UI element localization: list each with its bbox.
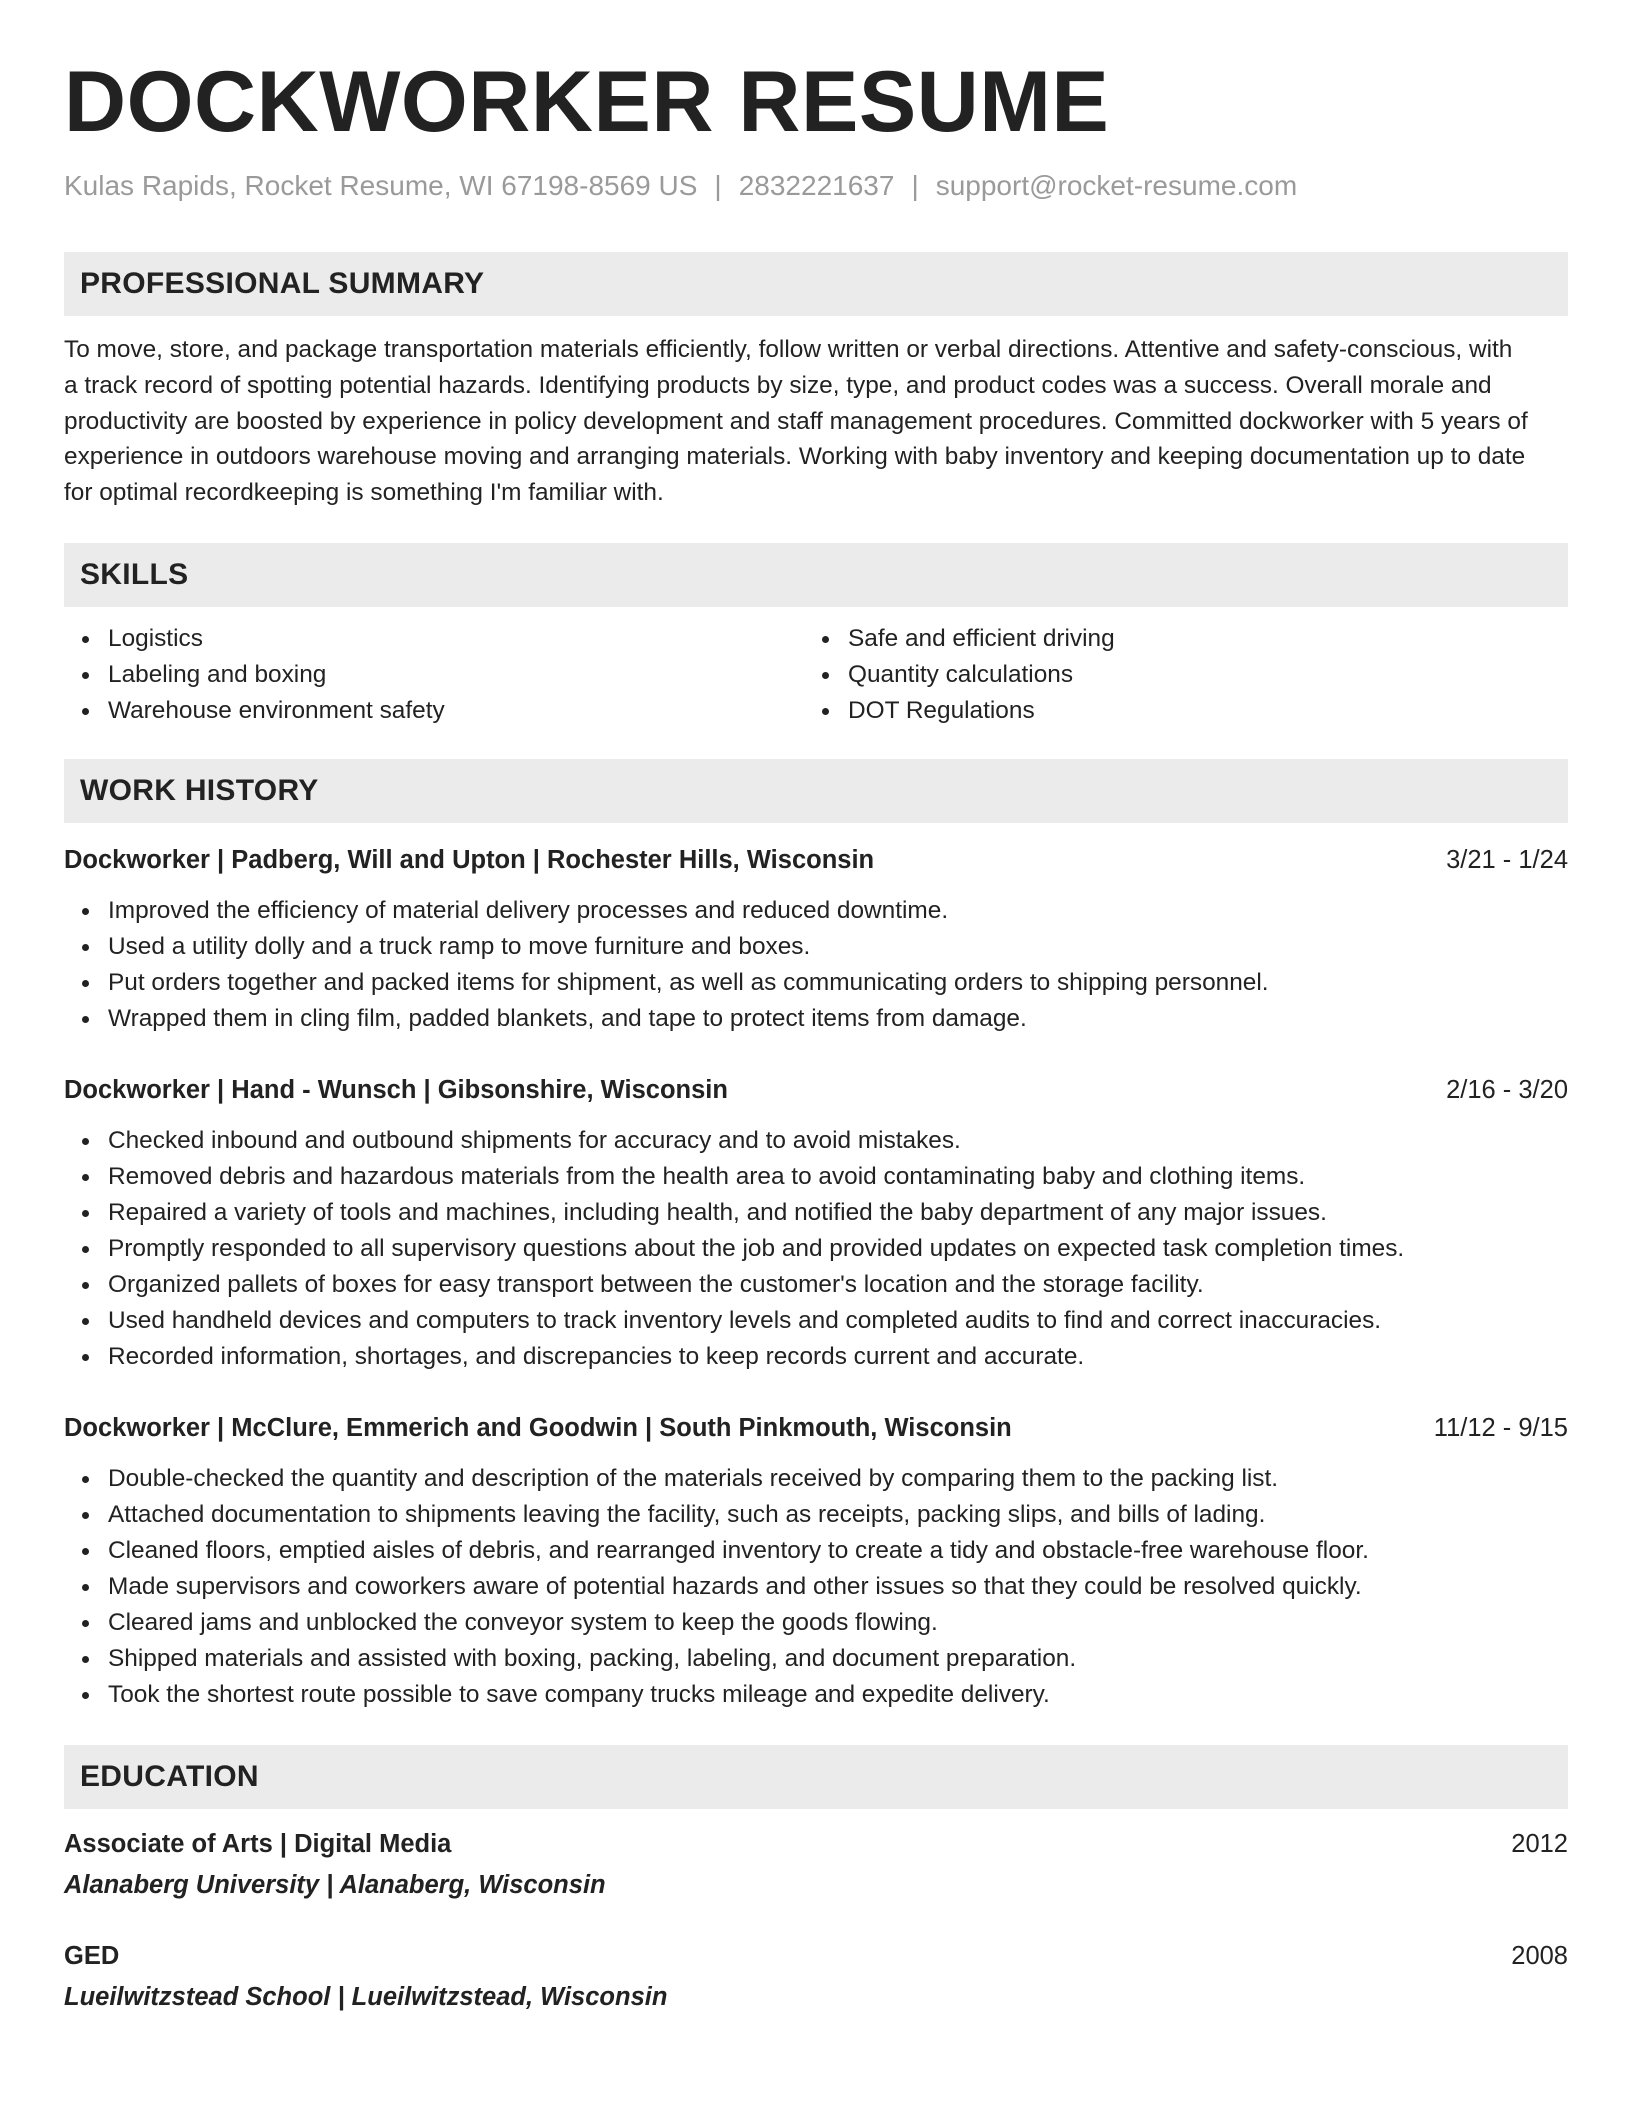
job-bullets xyxy=(64,893,1568,1037)
job-bullet: Promptly responded to all supervisory questions about the job and provided updates on expected task completion times. xyxy=(64,1231,1568,1267)
summary-line: experience in outdoors warehouse moving and arranging materials. Working with baby inventory and keeping documentation up to date xyxy=(64,443,1526,471)
job-bullet: Repaired a variety of tools and machines, including health, and notified the baby department of any major issues. xyxy=(64,1195,1568,1231)
job-bullet: Shipped materials and assisted with boxing, packing, labeling, and document preparation. xyxy=(64,1641,1568,1677)
contact-separator: | xyxy=(714,170,722,201)
education-school: Alanaberg University | Alanaberg, Wisconsin xyxy=(64,1870,606,1899)
job-bullet: Recorded information, shortages, and discrepancies to keep records current and accurate. xyxy=(64,1339,1568,1375)
job-bullet: Wrapped them in cling film, padded blankets, and tape to protect items from damage. xyxy=(64,1001,1568,1037)
education-year: 2008 xyxy=(1511,1941,1568,1970)
skill-item: Warehouse environment safety xyxy=(64,693,804,729)
job-bullet: Organized pallets of boxes for easy transport between the customer's location and the storage facility. xyxy=(64,1267,1568,1303)
education-heading xyxy=(64,1827,1568,1861)
skill-item: Safe and efficient driving xyxy=(804,621,1544,657)
job-bullet: Checked inbound and outbound shipments for accuracy and to avoid mistakes. xyxy=(64,1123,1568,1159)
job-dates: 11/12 - 9/15 xyxy=(1433,1413,1568,1442)
skill-item: Quantity calculations xyxy=(804,657,1544,693)
education-entry xyxy=(64,1827,1568,1903)
job-heading xyxy=(64,843,1568,877)
section-header-work-history: WORK HISTORY xyxy=(64,759,1568,823)
skills-column-right xyxy=(804,621,1544,729)
skill-item: Labeling and boxing xyxy=(64,657,804,693)
education-year: 2012 xyxy=(1511,1829,1568,1858)
job-dates: 3/21 - 1/24 xyxy=(1446,845,1568,874)
job-bullet: Took the shortest route possible to save company trucks mileage and expedite delivery. xyxy=(64,1677,1568,1713)
section-header-skills: SKILLS xyxy=(64,543,1568,607)
summary-text xyxy=(64,332,1568,511)
resume-title: DOCKWORKER RESUME xyxy=(64,54,1110,150)
job-bullet: Put orders together and packed items for shipment, as well as communicating orders to shipping personnel. xyxy=(64,965,1568,1001)
job-entry xyxy=(64,843,1568,1037)
job-bullet: Attached documentation to shipments leaving the facility, such as receipts, packing slips, and bills of lading. xyxy=(64,1497,1568,1533)
summary-line: productivity are boosted by experience in policy development and staff management procedures. Committed dockworker with 5 years of xyxy=(64,407,1528,435)
job-title: Dockworker | Hand - Wunsch | Gibsonshire, Wisconsin xyxy=(64,1075,728,1104)
job-dates: 2/16 - 3/20 xyxy=(1446,1075,1568,1104)
job-entry xyxy=(64,1073,1568,1375)
job-bullets xyxy=(64,1461,1568,1713)
contact-address: Kulas Rapids, Rocket Resume, WI 67198-8569 US xyxy=(64,170,698,201)
job-bullet: Used a utility dolly and a truck ramp to move furniture and boxes. xyxy=(64,929,1568,965)
job-heading xyxy=(64,1411,1568,1445)
job-heading xyxy=(64,1073,1568,1107)
education-degree: Associate of Arts | Digital Media xyxy=(64,1829,452,1858)
contact-email: support@rocket-resume.com xyxy=(935,170,1298,201)
contact-phone: 2832221637 xyxy=(738,170,895,201)
education-entry xyxy=(64,1939,1568,2015)
section-header-education: EDUCATION xyxy=(64,1745,1568,1809)
job-entry xyxy=(64,1411,1568,1713)
education-heading xyxy=(64,1939,1568,1973)
section-header-summary: PROFESSIONAL SUMMARY xyxy=(64,252,1568,316)
job-bullets xyxy=(64,1123,1568,1375)
summary-line: for optimal recordkeeping is something I'm familiar with. xyxy=(64,479,664,507)
job-bullet: Double-checked the quantity and description of the materials received by comparing them to the packing list. xyxy=(64,1461,1568,1497)
job-bullet: Cleaned floors, emptied aisles of debris, and rearranged inventory to create a tidy and obstacle-free warehouse floor. xyxy=(64,1533,1568,1569)
summary-line: a track record of spotting potential hazards. Identifying products by size, type, and product codes was a success. Overall morale and xyxy=(64,371,1492,399)
job-bullet: Removed debris and hazardous materials from the health area to avoid contaminating baby and clothing items. xyxy=(64,1159,1568,1195)
education-degree: GED xyxy=(64,1941,120,1970)
education-school: Lueilwitzstead School | Lueilwitzstead, Wisconsin xyxy=(64,1982,668,2011)
job-bullet: Used handheld devices and computers to track inventory levels and completed audits to find and correct inaccuracies. xyxy=(64,1303,1568,1339)
skills-column-left xyxy=(64,621,804,729)
job-bullet: Improved the efficiency of material delivery processes and reduced downtime. xyxy=(64,893,1568,929)
skill-item: Logistics xyxy=(64,621,804,657)
contact-info xyxy=(64,168,1568,204)
job-bullet: Made supervisors and coworkers aware of potential hazards and other issues so that they could be resolved quickly. xyxy=(64,1569,1568,1605)
skills-list xyxy=(64,621,1568,729)
job-title: Dockworker | Padberg, Will and Upton | Rochester Hills, Wisconsin xyxy=(64,845,875,874)
summary-line: To move, store, and package transportation materials efficiently, follow written or verbal directions. Attentive and safety-conscious, with xyxy=(64,336,1513,363)
contact-separator: | xyxy=(911,170,919,201)
job-bullet: Cleared jams and unblocked the conveyor system to keep the goods flowing. xyxy=(64,1605,1568,1641)
job-title: Dockworker | McClure, Emmerich and Goodwin | South Pinkmouth, Wisconsin xyxy=(64,1413,1012,1442)
skill-item: DOT Regulations xyxy=(804,693,1544,729)
